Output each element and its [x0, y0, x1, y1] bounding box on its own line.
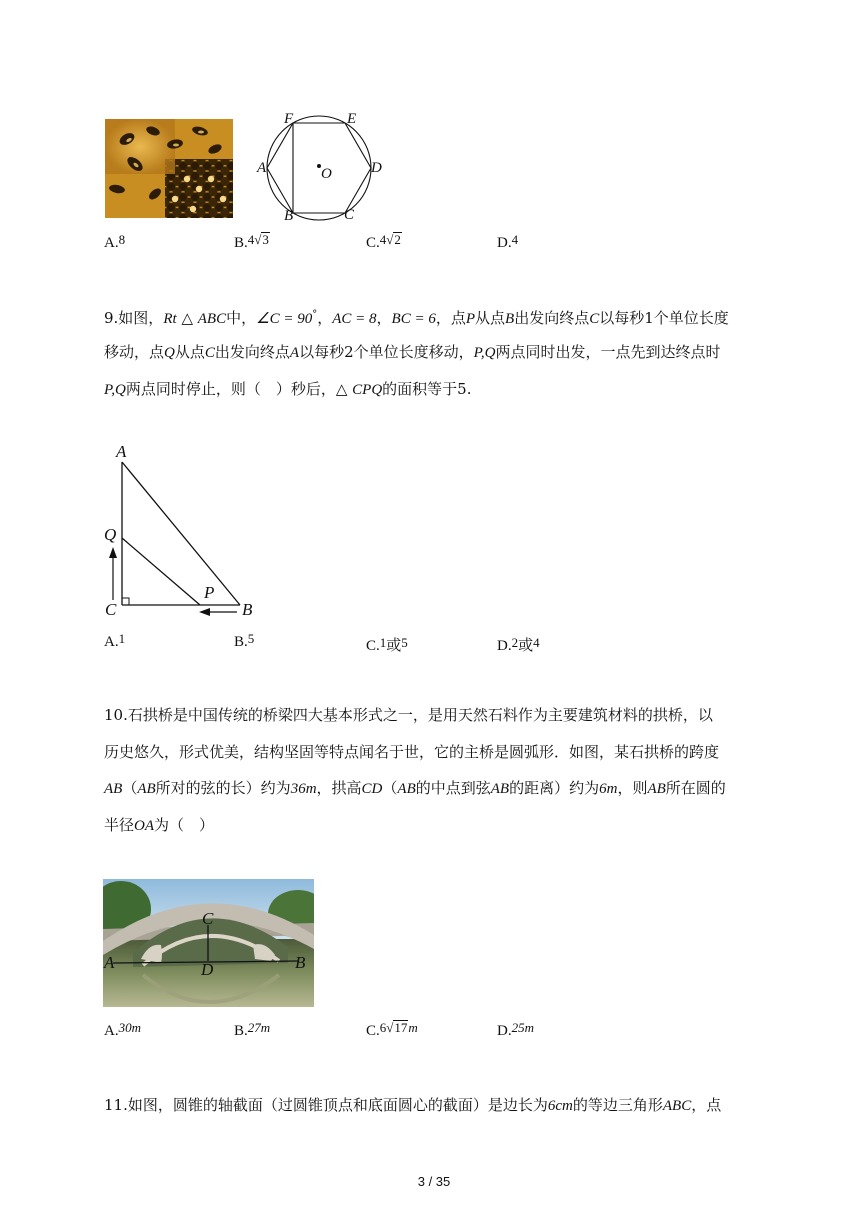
- q10-line-1: 10.石拱桥是中国传统的桥梁四大基本形式之一，是用天然石料作为主要建筑材料的拱桥，以: [104, 706, 713, 724]
- q9-option-a[interactable]: A.1: [104, 631, 126, 650]
- q10-option-d[interactable]: D.25m: [497, 1020, 534, 1039]
- honeycomb-image: [105, 119, 233, 218]
- tri-label-Q: Q: [104, 525, 117, 544]
- tri-label-P: P: [204, 583, 215, 602]
- tri-label-C: C: [105, 600, 117, 619]
- sqrt-sign: √: [386, 232, 394, 247]
- hexagon-figure: [255, 108, 385, 228]
- hex-label-C: C: [344, 207, 355, 223]
- q8-option-b[interactable]: B.4√3: [234, 232, 269, 251]
- bridge-photo: [103, 879, 314, 1007]
- honeycomb-photo: [105, 119, 233, 218]
- q10-line-4: 半径OA为（ ）: [104, 816, 215, 834]
- q9-option-b[interactable]: B.5: [234, 631, 255, 650]
- q9-line-1: 9.如图，Rt △ ABC中，∠C = 90°，AC = 8，BC = 6，点P从点B出发向终点C以每秒1个单位长度: [104, 309, 729, 327]
- bridge-label-D: D: [201, 960, 214, 979]
- hex-label-O: O: [321, 166, 332, 182]
- sqrt-sign: √: [386, 1020, 394, 1035]
- tri-label-A: A: [116, 442, 127, 461]
- q10-line-3: AB（AB所对的弦的长）约为36m，拱高CD（AB的中点到弦AB的距离）约为6m，则AB所在圆的: [104, 779, 726, 797]
- bridge-label-A: A: [104, 953, 115, 972]
- page-number: 3 / 35: [417, 1174, 451, 1189]
- q9-line-3: P,Q两点同时停止，则（ ）秒后，△ CPQ的面积等于5.: [104, 380, 472, 398]
- q11-line-1: 11.如图，圆锥的轴截面（过圆锥顶点和底面圆心的截面）是边长为6cm的等边三角形ABC，点: [104, 1096, 722, 1114]
- bridge-image: [103, 879, 314, 1007]
- hex-label-B: B: [284, 208, 294, 224]
- q10-option-c[interactable]: C.6√17m: [366, 1020, 418, 1039]
- q10-line-2: 历史悠久，形式优美，结构坚固等特点闻名于世，它的主桥是圆弧形．如图，某石拱桥的跨度: [104, 743, 720, 761]
- bridge-label-B: B: [295, 953, 306, 972]
- q8-option-c[interactable]: C.4√2: [366, 232, 401, 251]
- q9-line-2: 移动，点Q从点C出发向终点A以每秒2个单位长度移动，P,Q两点同时出发，一点先到达终点时: [104, 343, 721, 361]
- q9-option-d[interactable]: D.2或4: [497, 635, 540, 654]
- hex-label-E: E: [347, 111, 357, 127]
- tri-label-B: B: [242, 600, 253, 619]
- q9-triangle-figure: [100, 440, 270, 625]
- q10-option-b[interactable]: B.27m: [234, 1020, 271, 1039]
- sqrt-sign: √: [254, 232, 262, 247]
- q10-option-a[interactable]: A.30m: [104, 1020, 141, 1039]
- hex-label-A: A: [257, 160, 267, 176]
- q9-option-c[interactable]: C.1或5: [366, 635, 408, 654]
- q8-option-a[interactable]: A.8: [104, 232, 126, 251]
- q8-option-d[interactable]: D.4: [497, 232, 519, 251]
- hex-label-F: F: [284, 111, 294, 127]
- hex-label-D: D: [371, 160, 382, 176]
- bridge-label-C: C: [202, 909, 214, 928]
